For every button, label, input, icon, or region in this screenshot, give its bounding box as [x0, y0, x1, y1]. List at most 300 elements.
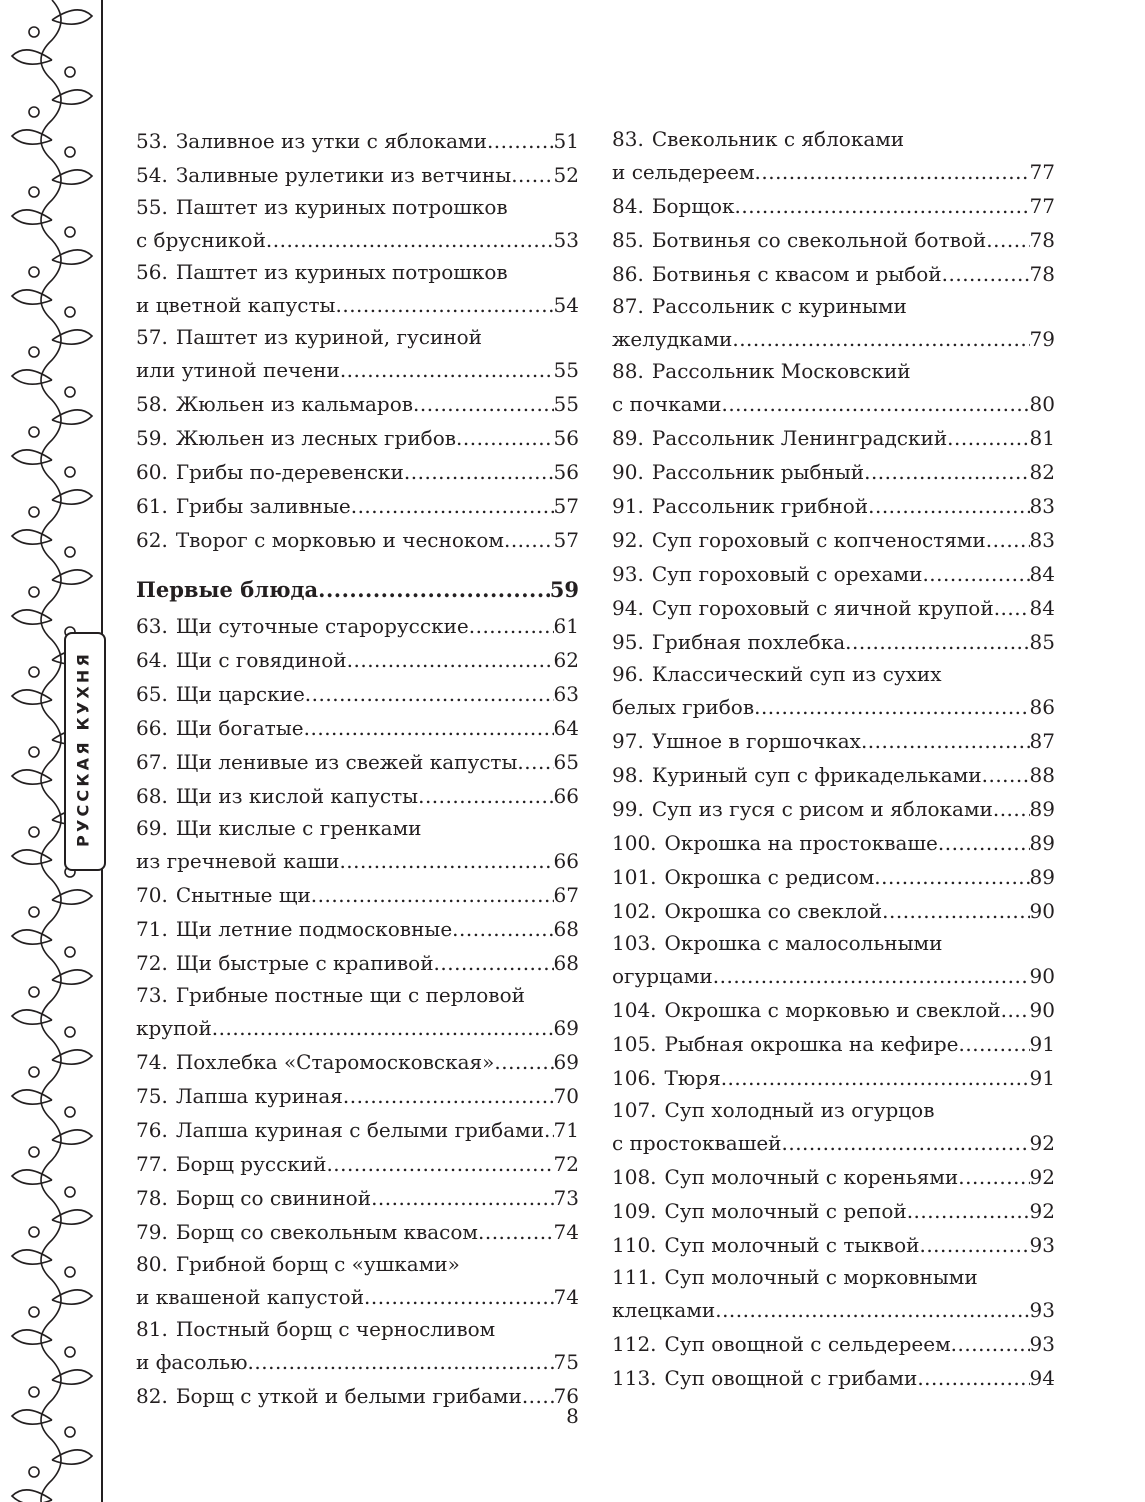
- toc-entry-line: [136, 1147, 579, 1181]
- dot-leader: [982, 758, 1030, 792]
- dot-leader: [311, 878, 554, 912]
- toc-entry-number: 94.: [612, 596, 644, 620]
- toc-entry-title: Ботвинья с квасом и рыбой: [651, 262, 942, 286]
- toc-entry-text: [612, 1027, 959, 1061]
- toc-entry[interactable]: [136, 1147, 579, 1181]
- toc-entry[interactable]: [136, 813, 579, 878]
- toc-entry[interactable]: [612, 1327, 1055, 1361]
- dot-leader: [456, 421, 554, 455]
- leaf-ornament: [12, 1170, 52, 1184]
- toc-entry-page: 54: [553, 293, 579, 317]
- toc-entry-line: [612, 189, 1055, 223]
- toc-entry[interactable]: [136, 257, 579, 322]
- toc-entry-first-line: [612, 928, 1055, 959]
- toc-entry-line: [612, 792, 1055, 826]
- toc-entry-page: 86: [1029, 695, 1055, 719]
- toc-entry-title: Паштет из куриной, гусиной: [175, 325, 482, 349]
- toc-entry-text: [136, 158, 511, 192]
- toc-entry-number: 69.: [136, 816, 168, 840]
- toc-entry-title: Грибные постные щи с перловой: [175, 983, 525, 1007]
- dot-leader: [993, 792, 1030, 826]
- toc-entry[interactable]: [136, 158, 579, 192]
- toc-entry-title: Суп овощной с сельдереем: [664, 1332, 951, 1356]
- toc-entry[interactable]: [612, 1061, 1055, 1095]
- leaf-ornament: [52, 170, 92, 184]
- toc-entry-title-continued: и цветной капусты: [136, 293, 336, 317]
- toc-entry-text: [136, 946, 434, 980]
- toc-entry-text: [136, 387, 413, 421]
- dot-leader: [434, 946, 554, 980]
- toc-entry[interactable]: [136, 946, 579, 980]
- dot-leader: [919, 1228, 1029, 1262]
- toc-entry-title-continued: огурцами: [612, 964, 713, 988]
- toc-entry[interactable]: [136, 1215, 579, 1249]
- toc-entry[interactable]: [136, 980, 579, 1045]
- leaf-ornament: [12, 50, 52, 64]
- toc-entry-page: 83: [1029, 528, 1055, 552]
- toc-entry-title: Суп молочный с кореньями: [664, 1165, 959, 1189]
- toc-entry-line: [612, 1228, 1055, 1262]
- leaf-ornament: [12, 530, 52, 544]
- toc-entry[interactable]: [612, 257, 1055, 291]
- dot-leader: [732, 322, 1029, 356]
- toc-entry-first-line: [612, 659, 1055, 690]
- toc-entry-last-line: [612, 959, 1055, 993]
- leaf-ornament: [52, 10, 92, 24]
- toc-entry-title: Рассольник Ленинградский: [651, 426, 948, 450]
- toc-entry-text: [136, 878, 311, 912]
- toc-entry-number: 93.: [612, 562, 644, 586]
- toc-entry-title: Суп овощной с грибами: [664, 1366, 918, 1390]
- toc-entry[interactable]: [136, 912, 579, 946]
- toc-entry-text: [136, 677, 305, 711]
- toc-entry-first-line: [612, 1262, 1055, 1293]
- dot-leader: [942, 257, 1030, 291]
- leaf-ornament: [12, 1330, 52, 1344]
- toc-entry[interactable]: [136, 711, 579, 745]
- toc-entry-title: Паштет из куриных потрошков: [175, 260, 508, 284]
- toc-entry-title: Грибы по-деревенски: [175, 460, 404, 484]
- toc-entry-title-continued: из гречневой каши: [136, 849, 340, 873]
- toc-entry-title: Грибы заливные: [175, 494, 351, 518]
- toc-entry-title: Щи ленивые из свежей капусты: [175, 750, 518, 774]
- toc-entry-line: [136, 609, 579, 643]
- toc-entry-title-continued: и фасолью: [136, 1350, 248, 1374]
- toc-entry-text: [612, 421, 947, 455]
- toc-entry-title: Ботвинья со свекольной ботвой: [651, 228, 987, 252]
- toc-entry-line: [612, 421, 1055, 455]
- toc-entry-title: Суп молочный с морковными: [664, 1265, 978, 1289]
- toc-entry-text: [612, 1194, 907, 1228]
- toc-entry-line: [136, 1045, 579, 1079]
- toc-entry-number: 55.: [136, 195, 168, 219]
- toc-entry-number: 76.: [136, 1118, 168, 1142]
- toc-entry-title: Жюльен из лесных грибов: [175, 426, 456, 450]
- vine-stem: [41, 0, 61, 1502]
- toc-entry[interactable]: [612, 724, 1055, 758]
- toc-entry[interactable]: [612, 1228, 1055, 1262]
- dot-leader: [351, 489, 554, 523]
- toc-entry[interactable]: [612, 489, 1055, 523]
- toc-entry-title: Рассольник грибной: [651, 494, 869, 518]
- dot-leader: [212, 1011, 554, 1045]
- toc-entry[interactable]: [612, 659, 1055, 724]
- toc-entry[interactable]: [612, 826, 1055, 860]
- toc-entry-number: 84.: [612, 194, 644, 218]
- flower-curl-ornament: [65, 307, 75, 317]
- leaf-ornament: [52, 1370, 92, 1384]
- toc-entry-text: [612, 894, 882, 928]
- flower-curl-ornament: [65, 1187, 75, 1197]
- toc-entry[interactable]: [136, 643, 579, 677]
- toc-entry-text: [612, 591, 994, 625]
- toc-entry[interactable]: [136, 421, 579, 455]
- toc-entry-number: 57.: [136, 325, 168, 349]
- toc-entry-page: 70: [553, 1084, 579, 1108]
- toc-entry-line: [612, 1027, 1055, 1061]
- toc-entry-page: 84: [1029, 596, 1055, 620]
- dot-leader: [947, 421, 1029, 455]
- toc-entry-page: 78: [1029, 262, 1055, 286]
- toc-entry-line: [136, 878, 579, 912]
- toc-entry-text: [136, 1045, 494, 1079]
- toc-entry-number: 97.: [612, 729, 644, 753]
- toc-entry[interactable]: [612, 523, 1055, 557]
- toc-entry-page: 79: [1029, 327, 1055, 351]
- toc-entry-number: 63.: [136, 614, 168, 638]
- flower-curl-ornament: [29, 1147, 39, 1157]
- toc-entry-line: [612, 993, 1055, 1027]
- leaf-ornament: [12, 690, 52, 704]
- toc-entry[interactable]: [136, 1181, 579, 1215]
- toc-entry-page: 90: [1029, 998, 1055, 1022]
- toc-entry-number: 107.: [612, 1098, 657, 1122]
- toc-entry-title: Свекольник с яблоками: [651, 127, 905, 151]
- toc-entry[interactable]: [612, 1160, 1055, 1194]
- toc-entry-page: 80: [1029, 392, 1055, 416]
- toc-entry-title-continued: и квашеной капустой: [136, 1285, 365, 1309]
- toc-entry-number: 58.: [136, 392, 168, 416]
- leaf-ornament: [12, 850, 52, 864]
- toc-entry-page: 91: [1029, 1032, 1055, 1056]
- toc-entry[interactable]: [136, 1113, 579, 1147]
- toc-entry-line: [136, 455, 579, 489]
- toc-entry-text: [612, 1160, 958, 1194]
- leaf-ornament: [12, 290, 52, 304]
- toc-entry-line: [136, 489, 579, 523]
- dot-leader: [487, 124, 554, 158]
- leaf-ornament: [52, 90, 92, 104]
- toc-entry-page: 89: [1029, 865, 1055, 889]
- toc-entry-line: [136, 643, 579, 677]
- toc-entry-text: [136, 779, 418, 813]
- toc-entry-page: 81: [1029, 426, 1055, 450]
- toc-entry-title: Рассольник Московский: [651, 359, 911, 383]
- toc-entry-title: Постный борщ с черносливом: [175, 1317, 496, 1341]
- toc-entry[interactable]: [612, 625, 1055, 659]
- toc-entry[interactable]: [612, 758, 1055, 792]
- dot-leader: [478, 1215, 554, 1249]
- toc-entry-title-continued: желудками: [612, 327, 733, 351]
- flower-curl-ornament: [65, 1347, 75, 1357]
- toc-entry-text: [612, 625, 845, 659]
- flower-curl-ornament: [29, 107, 39, 117]
- toc-entry[interactable]: [612, 291, 1055, 356]
- toc-entry[interactable]: [136, 1079, 579, 1113]
- toc-entry-line: [612, 758, 1055, 792]
- toc-entry-page: 75: [553, 1350, 579, 1374]
- toc-entry-title: Щи богатые: [175, 716, 304, 740]
- toc-entry-first-line: [612, 291, 1055, 322]
- toc-entry-page: 63: [553, 682, 579, 706]
- leaf-ornament: [52, 1450, 92, 1464]
- toc-entry-title-continued: клецками: [612, 1298, 716, 1322]
- toc-entry-line: [612, 826, 1055, 860]
- toc-entry-text: [612, 826, 938, 860]
- toc-entry[interactable]: [612, 1262, 1055, 1327]
- toc-entry[interactable]: [136, 489, 579, 523]
- toc-entry-title: Окрошка с редисом: [664, 865, 875, 889]
- flower-curl-ornament: [29, 1067, 39, 1077]
- toc-entry-number: 65.: [136, 682, 168, 706]
- toc-entry-text: [612, 455, 864, 489]
- toc-entry-page: 52: [553, 163, 579, 187]
- toc-entry-page: 55: [553, 358, 579, 382]
- toc-entry[interactable]: [136, 677, 579, 711]
- dot-leader: [874, 860, 1029, 894]
- dot-leader: [882, 894, 1029, 928]
- toc-entry-title: Суп гороховый с копченостями: [651, 528, 986, 552]
- toc-entry[interactable]: [136, 1045, 579, 1079]
- toc-entry-number: 77.: [136, 1152, 168, 1176]
- toc-entry[interactable]: [136, 1314, 579, 1379]
- spine-label: РУССКАЯ КУХНЯ: [73, 651, 93, 847]
- dot-leader: [994, 591, 1030, 625]
- toc-entry-title-continued: с брусникой: [136, 228, 266, 252]
- toc-entry-title: Щи быстрые с крапивой: [175, 951, 434, 975]
- toc-entry-text: [612, 792, 993, 826]
- toc-entry[interactable]: [612, 591, 1055, 625]
- flower-curl-ornament: [65, 1027, 75, 1037]
- toc-entry-page: 92: [1029, 1199, 1055, 1223]
- toc-entry-page: 93: [1029, 1233, 1055, 1257]
- toc-entry-first-line: [612, 356, 1055, 387]
- toc-entry-title-continued: с простоквашей: [612, 1131, 782, 1155]
- dot-leader: [418, 779, 553, 813]
- toc-entry-page: 90: [1029, 964, 1055, 988]
- flower-curl-ornament: [29, 1307, 39, 1317]
- flower-curl-ornament: [29, 907, 39, 917]
- toc-entry-text: [136, 124, 487, 158]
- toc-entry-last-line: [136, 353, 579, 387]
- dot-leader: [1001, 993, 1030, 1027]
- toc-entry-page: 55: [553, 392, 579, 416]
- flower-curl-ornament: [29, 507, 39, 517]
- toc-entry[interactable]: [612, 455, 1055, 489]
- toc-entry[interactable]: [612, 792, 1055, 826]
- toc-entry[interactable]: [612, 124, 1055, 189]
- toc-entry[interactable]: [136, 609, 579, 643]
- toc-entry-page: 77: [1029, 194, 1055, 218]
- toc-entry[interactable]: [612, 223, 1055, 257]
- toc-entry[interactable]: [612, 557, 1055, 591]
- dot-leader: [248, 1345, 554, 1379]
- toc-entry-page: 56: [553, 460, 579, 484]
- toc-entry-text: [136, 1113, 544, 1147]
- toc-entry-text: [612, 1327, 951, 1361]
- toc-entry-page: 93: [1029, 1298, 1055, 1322]
- toc-entry-title: Похлебка «Старомосковская»: [175, 1050, 495, 1074]
- toc-entry-number: 105.: [612, 1032, 657, 1056]
- toc-entry-page: 76: [553, 1384, 579, 1408]
- toc-entry-line: [136, 1113, 579, 1147]
- toc-entry[interactable]: [136, 387, 579, 421]
- dot-leader: [721, 387, 1029, 421]
- dot-leader: [951, 1327, 1030, 1361]
- toc-entry-first-line: [136, 192, 579, 223]
- toc-entry-title: Борщ со свининой: [175, 1186, 372, 1210]
- toc-entry[interactable]: [136, 745, 579, 779]
- toc-entry[interactable]: [612, 356, 1055, 421]
- toc-entry[interactable]: [136, 779, 579, 813]
- toc-entry-number: 71.: [136, 917, 168, 941]
- toc-entry-title: Грибная похлебка: [651, 630, 846, 654]
- toc-entry-last-line: [136, 844, 579, 878]
- flower-curl-ornament: [65, 1427, 75, 1437]
- toc-entry-title-continued: с почками: [612, 392, 722, 416]
- toc-entry-page: 92: [1029, 1131, 1055, 1155]
- toc-entry[interactable]: [612, 1027, 1055, 1061]
- flower-curl-ornament: [29, 347, 39, 357]
- toc-entry-page: 56: [553, 426, 579, 450]
- toc-entry-text: [612, 860, 874, 894]
- toc-entry-line: [136, 387, 579, 421]
- toc-entry-line: [612, 489, 1055, 523]
- leaf-ornament: [12, 450, 52, 464]
- toc-entry-number: 73.: [136, 983, 168, 1007]
- toc-entry-title: Снытные щи: [175, 883, 311, 907]
- toc-entry-title: Борщ со свекольным квасом: [175, 1220, 478, 1244]
- toc-entry-line: [136, 523, 579, 557]
- toc-entry-page: 57: [553, 494, 579, 518]
- toc-entry-page: 68: [553, 951, 579, 975]
- flower-curl-ornament: [65, 1267, 75, 1277]
- toc-entry-title: Паштет из куриных потрошков: [175, 195, 508, 219]
- toc-entry-last-line: [136, 1345, 579, 1379]
- toc-entry-page: 68: [553, 917, 579, 941]
- toc-entry-number: 109.: [612, 1199, 657, 1223]
- toc-entry[interactable]: [612, 1361, 1055, 1395]
- flower-curl-ornament: [65, 67, 75, 77]
- toc-entry[interactable]: [612, 1194, 1055, 1228]
- leaf-ornament: [12, 1250, 52, 1264]
- toc-entry-line: [612, 455, 1055, 489]
- leaf-ornament: [52, 490, 92, 504]
- flower-curl-ornament: [65, 1107, 75, 1117]
- toc-entry-page: 90: [1029, 899, 1055, 923]
- toc-entry[interactable]: [612, 421, 1055, 455]
- toc-entry-text: [612, 523, 986, 557]
- toc-entry-title-continued: крупой: [136, 1016, 212, 1040]
- toc-entry[interactable]: [136, 322, 579, 387]
- toc-entry-title: Рассольник с куриными: [651, 294, 907, 318]
- dot-leader: [958, 1160, 1029, 1194]
- toc-entry-number: 102.: [612, 899, 657, 923]
- dot-leader: [845, 625, 1029, 659]
- toc-entry-text: [612, 257, 942, 291]
- section-title: Первые блюда: [136, 577, 319, 602]
- leaf-ornament: [12, 1010, 52, 1024]
- toc-entry[interactable]: [612, 1095, 1055, 1160]
- toc-entry-text: [136, 711, 304, 745]
- toc-entry-text: [612, 489, 868, 523]
- dot-leader: [326, 1147, 553, 1181]
- dot-leader: [959, 1027, 1030, 1061]
- flower-curl-ornament: [65, 387, 75, 397]
- toc-entry-title: Окрошка с морковью и свеклой: [664, 998, 1001, 1022]
- dot-leader: [754, 690, 1029, 724]
- toc-entry-first-line: [136, 1249, 579, 1280]
- toc-entry-number: 66.: [136, 716, 168, 740]
- toc-entry-number: 75.: [136, 1084, 168, 1108]
- toc-entry[interactable]: [136, 878, 579, 912]
- toc-entry-number: 101.: [612, 865, 657, 889]
- toc-entry-page: 53: [553, 228, 579, 252]
- toc-entry-title: Тюря: [664, 1066, 721, 1090]
- toc-entry-line: [612, 1194, 1055, 1228]
- toc-entry[interactable]: [612, 894, 1055, 928]
- toc-entry-page: 66: [553, 849, 579, 873]
- dot-leader: [339, 844, 553, 878]
- toc-entry-title: Рассольник рыбный: [651, 460, 865, 484]
- toc-entry[interactable]: [136, 523, 579, 557]
- toc-entry[interactable]: [136, 1249, 579, 1314]
- toc-entry[interactable]: [612, 860, 1055, 894]
- page-number: 8: [566, 1404, 579, 1428]
- toc-entry-title: Куриный суп с фрикадельками: [651, 763, 982, 787]
- toc-entry[interactable]: [136, 124, 579, 158]
- toc-entry[interactable]: [136, 192, 579, 257]
- toc-entry[interactable]: [612, 993, 1055, 1027]
- dot-leader: [452, 912, 553, 946]
- toc-entry-line: [612, 223, 1055, 257]
- toc-entry[interactable]: [136, 455, 579, 489]
- toc-entry-number: 112.: [612, 1332, 657, 1356]
- toc-entry-page: 51: [553, 129, 579, 153]
- toc-entry-number: 108.: [612, 1165, 657, 1189]
- leaf-ornament: [52, 890, 92, 904]
- toc-entry-line: [136, 124, 579, 158]
- toc-entry-page: 91: [1029, 1066, 1055, 1090]
- dot-leader: [305, 677, 554, 711]
- toc-entry-title: Суп холодный из огурцов: [664, 1098, 935, 1122]
- toc-entry-number: 85.: [612, 228, 644, 252]
- toc-entry-text: [612, 758, 982, 792]
- flower-curl-ornament: [29, 1227, 39, 1237]
- toc-entry[interactable]: [612, 189, 1055, 223]
- toc-entry-title: Окрошка с малосольными: [664, 931, 943, 955]
- toc-entry[interactable]: [612, 928, 1055, 993]
- section-heading[interactable]: [136, 573, 579, 607]
- toc-entry-number: 99.: [612, 797, 644, 821]
- toc-entry-line: [612, 591, 1055, 625]
- toc-entry-page: 74: [553, 1285, 579, 1309]
- toc-entry-title: Жюльен из кальмаров: [175, 392, 414, 416]
- toc-entry-line: [612, 894, 1055, 928]
- toc-entry-text: [612, 993, 1001, 1027]
- dot-leader: [371, 1181, 553, 1215]
- dot-leader: [713, 959, 1030, 993]
